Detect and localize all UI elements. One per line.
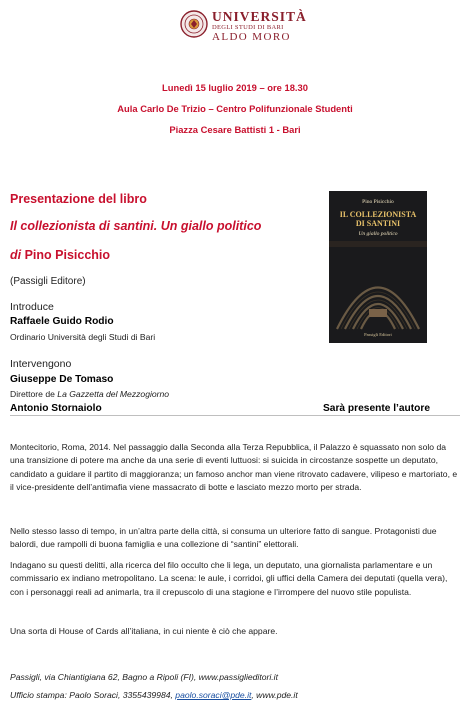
introducer-role: Ordinario Università degli Studi di Bari [10,332,156,342]
press-email-link[interactable]: paolo.soraci@pde.it [175,690,252,700]
logo-line-3: ALDO MORO [212,31,291,43]
synopsis-paragraph-3: Indagano su questi delitti, alla ricerca del filo occulto che li lega, un deputato, una giornalista parlamentare e un commissario ex indiano metropolitano. La scena: le aule, i corridoi, gli uffici della Camera dei deputati (quella vera), con i personaggi reali ad animarla, tra il crepuscolo di una stagione e l’irrompere del nuovo stile populista. [10,560,448,597]
cover-author: Pino Pisicchio [362,199,394,205]
university-logo [212,10,322,43]
presentation-heading: Presentazione del libro [10,192,147,206]
speaker-1-role: Direttore de La Gazzetta del Mezzogiorno [10,389,170,399]
book-author-line [10,248,110,262]
introducer-name: Raffaele Guido Rodio [10,316,114,327]
publisher-contact: Passigli, via Chiantigiana 62, Bagno a Ripoli (FI), www.passiglieditori.it [10,672,278,682]
synopsis-paragraph-2: Nello stesso lasso di tempo, in un’altra parte della città, si consuma un ulteriore fatto di sangue. Protagonisti due balordi, due rampolli di buona famiglia e una collezione di “santini” elettorali. [10,526,437,550]
speaker-2-name: Antonio Stornaiolo [10,403,102,414]
book-title: Il collezionista di santini. Un giallo politico [10,219,262,233]
publisher: (Passigli Editore) [10,276,86,287]
cover-title: IL COLLEZIONISTA DI SANTINI [339,210,417,228]
synopsis-paragraph-1: Montecitorio, Roma, 2014. Nel passaggio dalla Seconda alla Terza Repubblica, il Palazzo è squassato non solo da una transizione di potere ma anche da una serie di eventi luttuosi: si suicida in circostanze sospette un deputato, candidato a guidare il partito di maggioranza; un famoso anchor man viene ritrovato cadavere, vilipeso e martoriato, e il vice-presidente dell’antimafia viene massacrato di botte e lasciato mezzo morto per strada. [10,442,458,493]
author-present-note: Sarà presente l’autore [323,403,431,414]
university-seal-icon [180,10,208,38]
section-divider [10,415,460,416]
book-cover [329,191,427,343]
interventions-label: Intervengono [10,358,72,370]
press-office: Ufficio stampa: Paolo Soraci, 3355439984, paolo.soraci@pde.it, www.pde.it [10,690,298,700]
author-prefix: di [10,248,22,262]
cover-subtitle: Un giallo politico [358,231,398,237]
cover-publisher: Passigli Editori [364,332,392,337]
book-author: Pino Pisicchio [24,248,111,262]
publication-name: La Gazzetta del Mezzogiorno [57,389,170,399]
event-date: Lunedì 15 luglio 2019 – ore 18.30 [162,82,308,93]
event-place: Aula Carlo De Trizio – Centro Polifunzionale Studenti [117,103,353,114]
event-address: Piazza Cesare Battisti 1 - Bari [169,124,301,135]
logo-line-2: DEGLI STUDI DI BARI [212,23,284,31]
introduce-label: Introduce [10,301,54,313]
logo-line-1: UNIVERSITÀ [212,9,307,24]
speaker-1-name: Giuseppe De Tomaso [10,374,114,385]
synopsis-paragraph-4: Una sorta di House of Cards all’italiana, in cui niente è ciò che appare. [10,626,278,636]
